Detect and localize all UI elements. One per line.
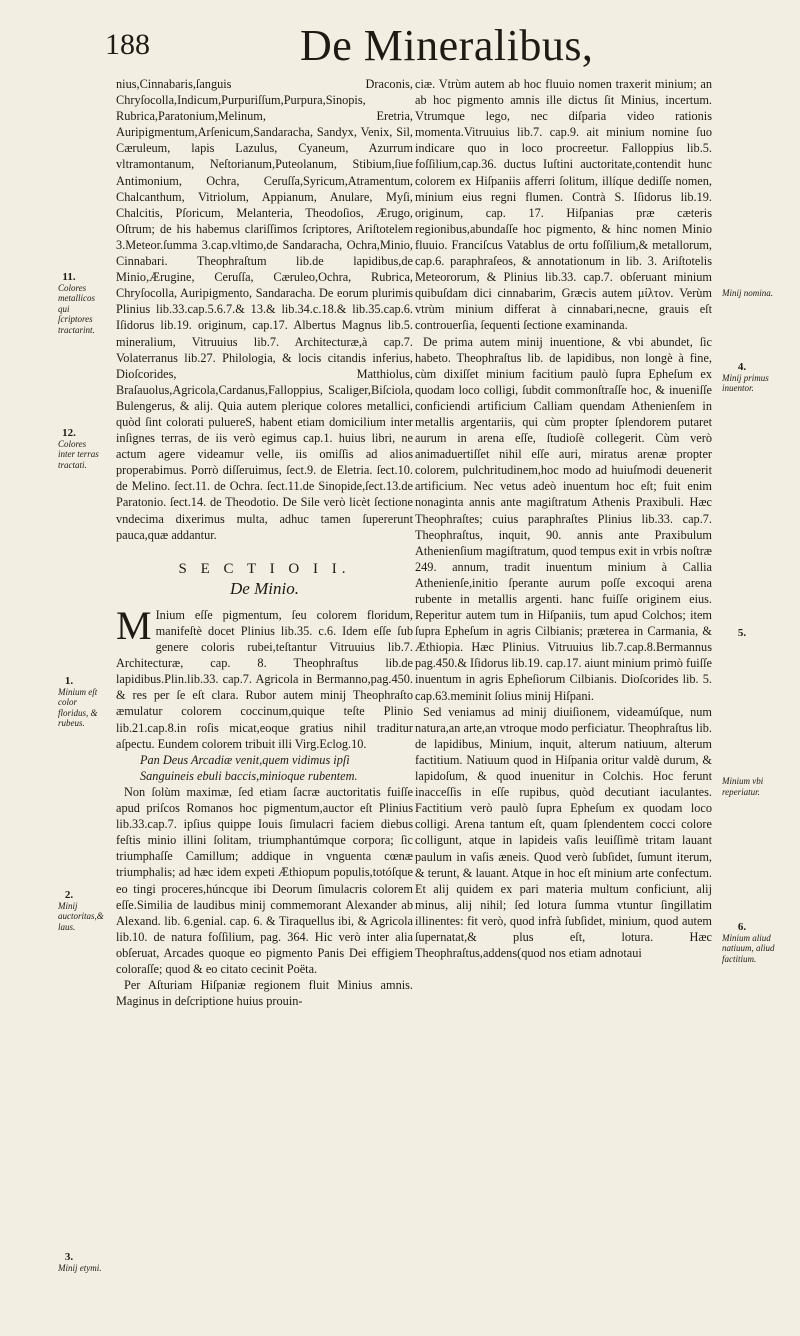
paragraph: Non ſolùm maximæ, ſed etiam ſacræ auctoritatis fuiſſe apud priſcos Romanos hoc pigmentum,auctor eſt Plinius lib.33.cap.7. ipſius quippe Iouis ſimulacri faciem diebus feſtis minio illini ſolitam, triumphantúmque corpora; ſic triumphaſſe Camillum; addique in vnguenta cœnæ triumphalis; ad hæc idem expeti Æthiopum populis,totóſque eo tingi proceres,húncque ibi Deorum ſimulacris colorem eſſe.Similia de laudibus minij commemorant Alexander ab Alexand. lib. 6.genial. cap. 6. & Tiraquellus ibi, & Agricola lib.10. de natura foſſilium, pag. 364. Hic verò inter alia obſeruat, Arcades quoque eo pigmento Panis Dei effigiem coloraſſe; quod & eo citato cecinit Poëta.: [116, 784, 413, 976]
paragraph: nius,Cinnabaris,ſanguis Draconis, Chryſocolla,Indicum,Purpuriſſum,Purpura,Sinopis, Rubrica,Paratonium,Melinum, Eretria, Auripigmentum,Arſenicum,Sandaracha, Sandyx, Venix, Sil, Cæruleum, lapis Lazulus, Cyaneum, Azurrum vltramontanum, Neſtorianum,Puteolanum, Stibium,ſiue Antimonium, Ochra, Ceruſſa,Syricum,Atramentum, Chalcanthum, Vitriolum, Appianum, Anulare, Myſi, Chalcitis, Pſoricum, Melanteria, Theodoſios, Ærugo, Oſtrum; de his habemus clariſſimos ſcriptores, Ariſtotelem 3.Meteor.ſumma 3.cap.vltimo,de Sandaracha, Ochra,Minio, Cinnabari. Theophraſtum lib.de lapidibus,de Minio,Ærugine, Ceruſſa, Cæruleo,Ochra, Rubrica, Chryſocolla, Auripigmento, Sandaracha. De eorum plurimis Plinius lib.33.cap.5.6.7.& 13.& lib.34.c.18.& lib.35.cap.6. Iſidorus lib.19. originum, cap.17. Albertus Magnus lib.5. mineralium, Vitruuius lib.7. Architecturæ,à cap.7. Volaterranus lib.27. Philologia, & locis citandis inferius, Dioſcorides, Matthiolus, Braſauolus,Agricola,Cardanus,Falloppius, Scaliger,Biſciola, Bulengerus, & alij. Quia autem plerique colores metallici, quòd ſint colorati puluereS, habent etiam domicilium inter inſignes terras, de iis verò egimus cap.1. huius libri, ne actum agere videamur velle, iis omiſſis ad alios properabimus. Porrò diſſeruimus, ſect.9. de Eletria. ſect.10. de Melino. ſect.11. de Ochra. ſect.11.de Sinopide,ſect.13.de Paratonio. ſect.14. de Theodotio. De Sile verò licèt ſectione vndecima dixerimus multa, adhuc tamen ſupererunt pauca,quæ addantur.: [116, 77, 413, 542]
page-number: 188: [105, 28, 150, 61]
margin-note-5: [722, 628, 786, 639]
verse-line: Sanguineis ebuli baccis,minioque rubentem.: [140, 768, 358, 783]
margin-note-text: Minium vbi reperiatur.: [722, 776, 764, 797]
margin-note-text: Minij etymi.: [58, 1262, 102, 1273]
section-title: S E C T I O I I.: [178, 560, 351, 577]
verse-line: Pan Deus Arcadiæ venit,quem vidimus ipſi: [140, 752, 350, 767]
section-subtitle: De Minio.: [230, 578, 299, 598]
paragraph: De prima autem minij inuentione, & vbi abundet, ſic habeto. Theophraſtus lib. de lapidibus, non longè à fine, cùm dixiſſet minium facitium paulò ſupra Epheſum ex quodam loco colligi, ſubdit commonſtraſſe hoc, & inueniſſe conficiendi artificium Calliam quendam Athenienſem in metallis argentariis, qui cùm propter ſplendorem putaret aurum in arena eſſe, ſtudioſè collegerit. Cùm verò animaduertiſſet nihil eſſe auri, miratus arenæ propter colorem, pulchritudinem,hoc modo ad huiuſmodi deuenerit artificium. Nec vetus adeò inuentum hoc eſt; fuit enim nonaginta annis ante magiſtratum Athenis Praxibuli. Hæc Theophraſtes; cuius paraphraſtes Plinius lib.33. cap.7. Theophraſtus, inquit, 90. annis ante Praxibulum Athenienſium magiſtratum, quod tempus exit in vrbis noſtræ 249. annum, tradit inuentum minium à Callia Athenienſe,initio ſperante aurum poſſe excoqui arena rubente in metallis argenti. hanc fuiſſe originem eius. Reperitur autem tum in Hiſpaniis, tum apud Colchos; item ſupra Epheſum in agris Cilbianis; præterea in Carmania, & Æthiopia. Hæc Plinius. Vitruuius lib.7.cap.8.Bermannus pag.450.& Iſidorus lib.19. cap.17. aiunt minium primò fuiſſe inuentum in agris Epheſiorum Cilbianis. Dioſcorides lib. 5. cap.63.meminit ſolius minij Hiſpani.: [415, 334, 712, 703]
paragraph: [116, 602, 413, 752]
margin-note-text: Minium eſt color floridus, & rubeus.: [58, 686, 98, 728]
margin-note-1: [58, 676, 102, 729]
running-head: De Mineralibus,: [300, 21, 594, 70]
margin-note-text: Minij auctoritas,& laus.: [58, 900, 104, 932]
margin-note-number: 4.: [737, 361, 747, 373]
margin-note-4: [722, 362, 786, 394]
margin-note-text: Colores metallicos qui ſcriptores tractarint.: [58, 282, 95, 335]
margin-note-6: [722, 922, 786, 964]
left-column: [116, 76, 413, 1326]
paragraph-text: Inium eſſe pigmentum, ſeu colorem floridum, manifeſtè docet Plinius lib.35. c.6. Idem eſſe ſub genere coloris rubei,teſtantur Vitruuius lib.7. Architecturæ, cap. 8. Theophraſtus lib.de lapidibus.Plin.lib.33. cap.7. Agricola in Bermanno,pag.450. & res per ſe eſt clara. Rubor autem minij Theophraſto æmulatur colorem coccinum,quique teſte Plinio lib.21.cap.8.in roſis micat,eoque gratius nihil traditur aſpectu. Eundem colorem tribuit illi Virg.Eclog.10.: [116, 607, 413, 751]
margin-note-number: 6.: [737, 921, 747, 933]
margin-note-2: [58, 890, 102, 932]
paragraph: Per Aſturiam Hiſpaniæ regionem fluit Minius amnis. Maginus in deſcriptione huius prouin-: [116, 978, 413, 1009]
paragraph: Sed veniamus ad minij diuiſionem, videamúſque, num natura,an arte,an vtroque modo perficiatur. Theophraſtus lib. de lapidibus, Minium, inquit, alterum natiuum, alterum factitium. Natiuum quod in Hiſpania oritur valdè durum, & lapidoſum, & quod inuenitur in Colchis. Hoc ferunt inacceſſis in eſſe rupibus, quòd decutiant iaculantes. Factitium verò paulò ſupra Epheſum ex quodam loco colligi. Arena tantum eſt, quam ſplendentem cocci colore colligunt, atque in lapideis vaſis leuiſſimè tritam lauant paulum in vaſis æneis. Quod verò ſubſidet, ſumunt iterum, & terunt, & lauant. Atque in hoc eſt minium arte confectum. Et alij quidem ex pari materia multum conficiunt, alij minus, alij nihil; ſed lotura ſumma vtuntur ſingillatim illinentes: fit verò, quod infrà ſubſidet, minium, quod autem ſupernatat,& plus eſt, lotura. Hæc Theophraſtus,addens(quod nos etiam adnotaui: [415, 704, 712, 961]
paragraph: ciæ. Vtrùm autem ab hoc fluuio nomen traxerit minium; an ab hoc pigmento amnis ille dictus ſit Minius, incertum. Vtrumque lego, nec diſparia video rationis momenta.Vitruuius lib.7. cap.9. ait minium nomine ſuo indicare quo in loco procreetur. Falloppius lib.5. foſſilium,cap.36. ductus Iuſtini auctoritate,contendit hunc colorem ex Hiſpaniis afferri ſolitum, illíque dediſſe nomen, minium eius regni flumen. Contrà S. Iſidorus lib.19. originum, cap. 17. Hiſpanias præ cæteris regionibus,abundaſſe hoc pigmento, & hinc nomen Minio fluuio. Franciſcus Vatablus de ortu foſſilium,& metallorum, cap.6. paraphraſeos, & annotationum in lib. 3. Ariſtotelis Meteororum, & Plinius lib.33. cap.7. obſeruant minium quibuſdam dici cinnabarim, Græcis autem μίλτον. Verùm vtrùm minium differat à cinnabari,necne, grauis eſt controuerſia, ſequenti ſectione examinanda.: [415, 77, 712, 333]
margin-note-text: Minij primus inuentor.: [722, 372, 769, 393]
margin-note-text: Colores inter terras tractati.: [58, 438, 99, 470]
margin-note-text: Minium aliud natiuum, aliud factitium.: [722, 932, 775, 964]
page-header: [0, 14, 800, 72]
margin-note-minium-vbi: [722, 776, 786, 797]
margin-note-number: 11.: [62, 271, 76, 283]
margin-note-number: 1.: [64, 675, 74, 687]
margin-note-3: [58, 1252, 102, 1273]
margin-note-number: 12.: [62, 427, 76, 439]
drop-cap: M: [116, 602, 152, 648]
margin-note-minij-nomina: [722, 288, 786, 299]
margin-note-number: 5.: [737, 627, 747, 639]
right-column: [415, 76, 712, 1326]
margin-note-number: 3.: [64, 1251, 74, 1263]
margin-note-11: [58, 272, 102, 335]
margin-note-12: [58, 428, 102, 470]
margin-note-number: 2.: [64, 889, 74, 901]
margin-note-text: Minij nomina.: [722, 288, 773, 298]
